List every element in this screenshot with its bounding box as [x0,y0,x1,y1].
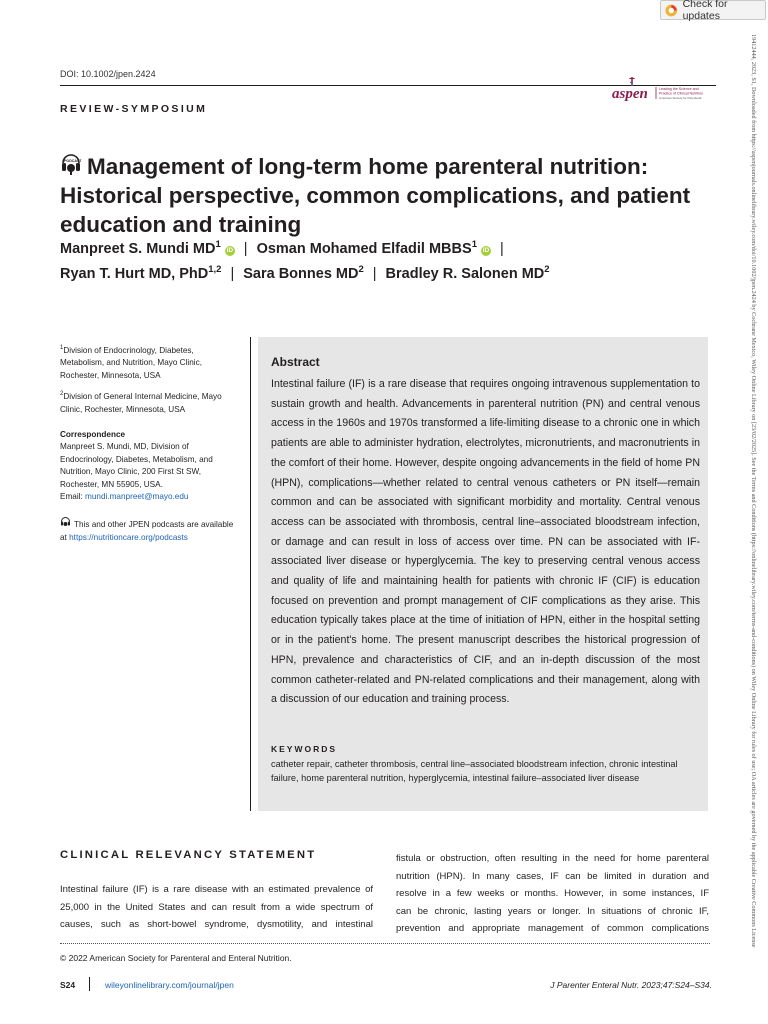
body-line: prevention and appropriate management of common complications [396,923,709,935]
author-name: Sara Bonnes MD [243,266,359,282]
affiliations-column [60,345,240,553]
body-text-left [60,881,373,934]
article-title [60,152,710,239]
correspondence-text: Manpreet S. Mundi, MD, Division of Endocrinology, Diabetes, Metabolism, and Nutrition, Mayo Clinic, 200 First St SW, Rochester, MN 55905, USA. Email: mundi.manpreet@mayo.edu [60,442,213,502]
authors-line-2 [60,266,550,282]
title-line-3: education and training [60,212,302,237]
podcast-note: This and other JPEN podcasts are available at https://nutritioncare.org/podcasts [60,517,240,544]
abstract-text: Intestinal failure (IF) is a rare disease that requires ongoing intravenous supplementation to sustain growth and health. Advancements in parenteral nutrition (PN) and central venous access in the 1960s and 1970s transformed a life-limiting disease to a chronic one in which patients are able to administer hydration, electrolytes, micronutrients, and macronutrients in the comfort of their home. However, despite ongoing advancements in the field of home PN (HPN), complications—whether related to central venous catheters or PN itself—remain common and can be associated with significant morbidity and mortality. Central venous access can be associated with thrombosis, central line–associated bloodstream infection, or damage and can result in loss of access over time. PN can be associated with IF-associated liver disease or hyperglycemia. The key to preserving central venous access and quality of life and maintaining health for patients with chronic IF (CIF) is education focused on prevention and prompt management of CIF complications as they arise. This education typically takes place at the time of initiation of HPN, either in the hospital setting or in the patient's home. The present manuscript describes the historical progression of HPN, prevalence and characteristics of CIF, and an in-depth discussion of the most common catheter-related and PN-related complications and their management, along with a discussion of our education and training process. [271,378,700,706]
svg-text:PODCAST: PODCAST [64,159,82,164]
journal-url-link[interactable]: wileyonlinelibrary.com/journal/jpen [105,980,234,990]
podcast-icon [60,154,82,176]
author-separator: | [499,241,504,257]
author-affiliation-sup: 1 [471,239,477,250]
footer-dotted-rule [60,943,710,944]
check-updates-label: Check for updates [682,0,728,22]
journal-citation: J Parenter Enteral Nutr. 2023;47:S24–S34. [550,980,712,990]
check-for-updates-button[interactable] [660,0,766,20]
body-line: Intestinal failure (IF) is a rare disease with an estimated prevalence of [60,884,373,895]
author-name: Ryan T. Hurt MD, PhD [60,266,209,282]
page-number: S24 [60,980,76,990]
keywords-text: catheter repair, catheter thrombosis, central line–associated bloodstream infection, chronic intestinal failure, home parenteral nutrition, hyperglycemia, intestinal failure–associated liver disease [271,759,678,783]
copyright-text: © 2022 American Society for Parenteral and Enteral Nutrition. [60,953,292,963]
authors-line-1 [60,241,513,257]
check-updates-icon [665,4,678,17]
aspen-logo [612,76,720,106]
correspondence-email-link[interactable]: mundi.manpreet@mayo.edu [85,492,189,502]
author-affiliation-sup: 1 [215,239,221,250]
abstract-left-rule [250,337,251,811]
svg-text:American Society for Parentera: American Society for Parenteral [659,96,702,100]
author-affiliation-sup: 2 [544,264,550,275]
doi-text: DOI: 10.1002/jpen.2424 [60,69,156,79]
clinical-relevancy-heading: CLINICAL RELEVANCY STATEMENT [60,849,317,861]
author-separator: | [243,241,248,257]
body-line: nutrition (HPN). In many cases, IF can be limited in duration and [396,870,709,882]
orcid-icon[interactable]: iD [482,247,490,254]
keywords-heading: KEYWORDS [271,744,338,754]
podcast-icon [60,517,71,528]
aspen-logo-graphic [612,76,720,106]
body-line: fistula or obstruction, often resulting in the need for home parenteral [396,853,709,864]
affiliation-1: $^1$Division of Endocrinology, Diabetes, Metabolism, and Nutrition, Mayo Clinic, Rochester, Minnesota, USA [60,345,202,380]
author-affiliation-sup: 1,2 [208,264,222,275]
body-text-right [396,850,709,938]
body-line: causes, such as short-bowel syndrome, dysmotility, and intestinal [60,919,373,931]
correspondence-heading: Correspondence [60,430,126,440]
author-separator: | [372,266,377,282]
svg-text:Practice of Clinical Nutrition: Practice of Clinical Nutrition [659,91,703,96]
affiliation-2: $^2$Division of General Internal Medicine, Mayo Clinic, Rochester, Minnesota, USA [60,391,222,414]
svg-text:Leading the Science and: Leading the Science and [659,87,699,91]
body-line: 25,000 in the United States and can result from a wide spectrum of [60,901,373,913]
author-name: Osman Mohamed Elfadil MBBS [256,241,472,257]
body-line: resolve in a few weeks or months. However, in some instances, IF [396,888,709,900]
section-label: REVIEW-SYMPOSIUM [60,103,208,115]
podcasts-link[interactable]: https://nutritioncare.org/podcasts [69,532,188,542]
title-line-1: Management of long-term home parenteral nutrition: [87,154,649,179]
svg-text:aspen: aspen [612,86,648,102]
author-affiliation-sup: 2 [358,264,364,275]
abstract-heading: Abstract [271,355,320,369]
title-line-2: Historical perspective, common complications, and patient [60,183,691,208]
orcid-icon[interactable]: iD [226,247,234,254]
author-separator: | [230,266,235,282]
author-name: Manpreet S. Mundi MD [60,241,216,257]
body-line: can be chronic, lasting years or longer. In situations of chronic IF, [396,905,709,917]
download-side-strip: 19412444, 2023, S1, Downloaded from https://aspenjournals.onlinelibrary.wiley.com/doi/10.1002/jpen.2424 by Cochrane Mexico, Wiley Online Library on [23/02/2025]. See the Terms and Conditions (https://onlinelibrary.wiley.com/terms-and-conditions) on Wiley Online Library for rules of use; OA articles are governed by the applicable Creative Commons License [750,34,757,948]
footer-divider [89,977,90,991]
author-name: Bradley R. Salonen MD [385,266,545,282]
